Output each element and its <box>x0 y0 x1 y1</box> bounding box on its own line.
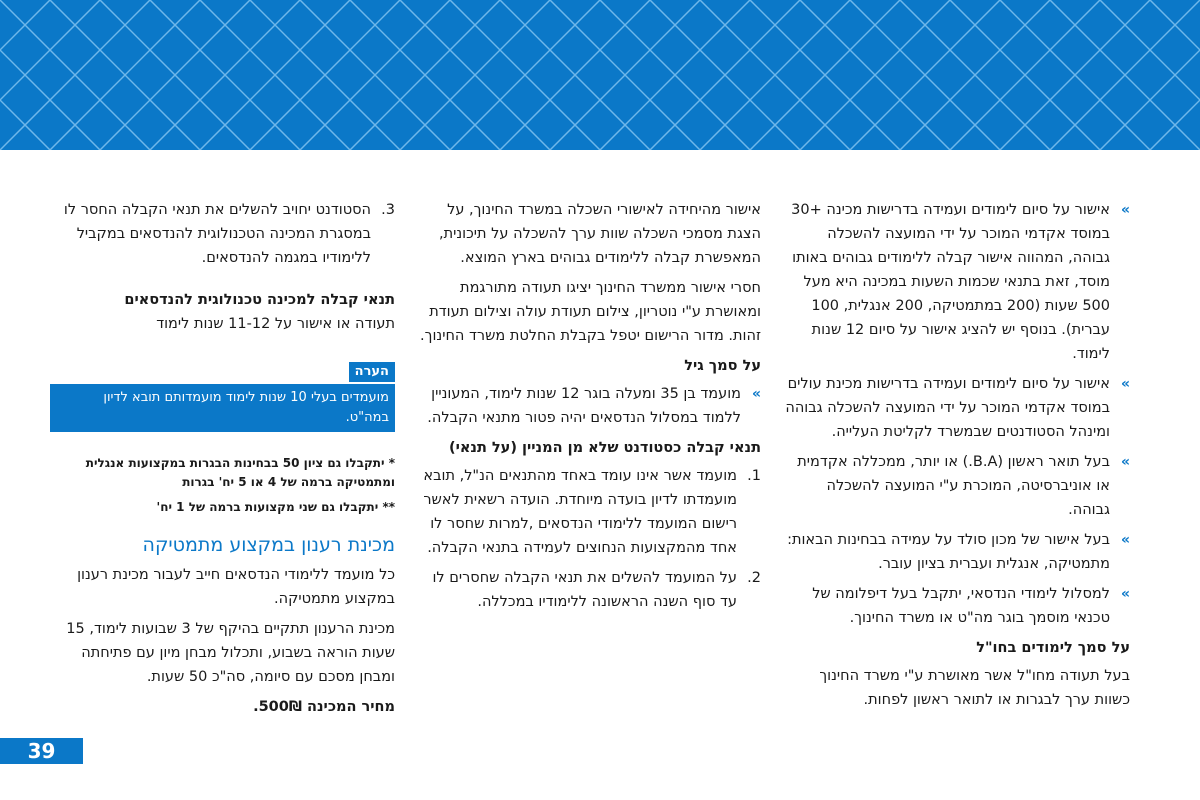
age-bullets <box>416 382 761 430</box>
note-box <box>50 362 395 432</box>
footnote: ** יתקבלו גם שני מקצועות ברמה של 1 יח' <box>156 500 395 514</box>
prep-subtext: תעודה או אישור על 11-12 שנות לימוד <box>156 316 395 332</box>
diamond-pattern <box>0 0 1200 150</box>
column-right <box>785 198 1130 718</box>
chevron-icon: » <box>1120 202 1130 218</box>
pattern-line <box>1100 0 1200 150</box>
price-text: מחיר המכינה 500₪. <box>253 699 395 715</box>
abroad-text: בעל תעודה מחו"ל אשר מאושרת ע"י משרד החינוך כשוות ערך לבגרות או לתואר ראשון לפחות. <box>819 668 1130 708</box>
paragraph: אישור מהיחידה לאישורי השכלה במשרד החינוך, על הצגת מסמכי השכלה שוות ערך להשכלה על תיכונית, המאפשרת קבלה ללימודים גבוהים בארץ המוצא. <box>438 202 761 266</box>
pattern-line <box>0 0 100 150</box>
paragraph: מכינת הרענון תתקיים בהיקף של 3 שבועות לימוד, 15 שעות הוראה בשבוע, ותכלול מבחן מיון עם פתיחתה ומבחן מסכם עם סיומה, סה"כ 50 שעות. <box>66 621 395 685</box>
paragraph: כל מועמד ללימודי הנדסאים חייב לעבור מכינת רענון במקצוע מתמטיקה. <box>77 567 395 607</box>
footnote: * יתקבלו גם ציון 50 בבחינות הבגרות במקצועות אנגלית ומתמטיקה ברמה של 4 או 5 יח' בגרות <box>85 456 395 489</box>
list-item: » אישור על סיום לימודים ועמידה בדרישות מכינה +30 במוסד אקדמי המוכר על ידי המועצה להשכלה גבוהה, המהווה אישור קבלה ללימודים גבוהים באותו מוסד, זאת בתנאי שכמות השעות במכינה היא מעל 500 שעות (200 במתמטיקה, 200 אנגלית, 100 עברית). בנוסף יש להציג אישור על סיום 12 שנות לימוד. <box>785 198 1130 366</box>
chevron-icon: » <box>1120 454 1130 470</box>
header-banner <box>0 0 1200 150</box>
column-left <box>50 198 395 725</box>
pattern-line <box>1100 0 1200 150</box>
note-title: הערה <box>349 362 395 382</box>
page-number: 39 <box>0 738 83 764</box>
list-item: » למסלול לימודי הנדסאי, יתקבל בעל דיפלומה של טכנאי מוסמך בוגר מה"ט או משרד החינוך. <box>785 582 1130 630</box>
section-heading-prep: תנאי קבלה למכינה טכנולוגית להנדסאים <box>124 292 395 308</box>
note-text: מועמדים בעלי 10 שנות לימוד מועמדותם תובא לדיון במה"ט. <box>50 382 395 432</box>
chevron-icon: » <box>1120 586 1130 602</box>
list-item: » מועמד בן 35 ומעלה בוגר 12 שנות לימוד, המעוניין ללמוד במסלול הנדסאים יהיה פטור מתנאי הקבלה. <box>416 382 761 430</box>
chevron-icon: » <box>751 386 761 402</box>
list-item: 2. על המועמד להשלים את תנאי הקבלה שחסרים לו עד סוף השנה הראשונה ללימודיו במכללה. <box>432 570 761 610</box>
column-middle <box>416 198 761 620</box>
list-item: 3. הסטודנט יחויב להשלים את תנאי הקבלה החסר לו במסגרת המכינה הטכנולוגית להנדסאים במקביל ללימודיו במגמה להנדסאים. <box>63 202 395 266</box>
section-heading-abroad: על סמך לימודים בחו"ל <box>976 640 1130 656</box>
list-item: » אישור על סיום לימודים ועמידה בדרישות מכינת עולים במוסד אקדמי המוכר על ידי המועצה להשכלה גבוהה ומינהל הסטודנטים שבמשרד לקליטת העלייה. <box>785 372 1130 444</box>
list-item: » בעל תואר ראשון (B.A.) או יותר, ממכללה אקדמית או אוניברסיטה, המוכרת ע"י המועצה להשכלה גבוהה. <box>785 450 1130 522</box>
section-heading-conditional: תנאי קבלה כסטודנט שלא מן המניין (על תנאי) <box>448 440 761 456</box>
admission-bullets <box>785 198 1130 630</box>
section-heading-math: מכינת רענון במקצוע מתמטיקה <box>142 534 395 556</box>
section-heading-age: על סמך גיל <box>684 358 761 374</box>
list-item: 1. מועמד אשר אינו עומד באחד מהתנאים הנ"ל, תובא מועמדתו לדיון בועדה מיוחדת. הועדה רשאית לאשר רישום המועמד ללימודי הנדסאים ,למרות שחסר לו אחד מהמקצועות הנחוצים לעמידה בתנאי הקבלה. <box>423 468 761 556</box>
conditional-list <box>416 464 761 614</box>
conditional-list-continued <box>50 198 395 270</box>
paragraph: חסרי אישור ממשרד החינוך יציגו תעודה מתורגמת ומאושרת ע"י נוטריון, צילום תעודת עולה וצילום תעודת זהות. מדור הרישום יטפל בקבלת החלטת משרד החינוך. <box>420 280 761 344</box>
chevron-icon: » <box>1120 532 1130 548</box>
pattern-line <box>0 0 100 150</box>
chevron-icon: » <box>1120 376 1130 392</box>
list-item: » בעל אישור של מכון סולד על עמידה בבחינות הבאות: מתמטיקה, אנגלית ועברית בציון עובר. <box>785 528 1130 576</box>
